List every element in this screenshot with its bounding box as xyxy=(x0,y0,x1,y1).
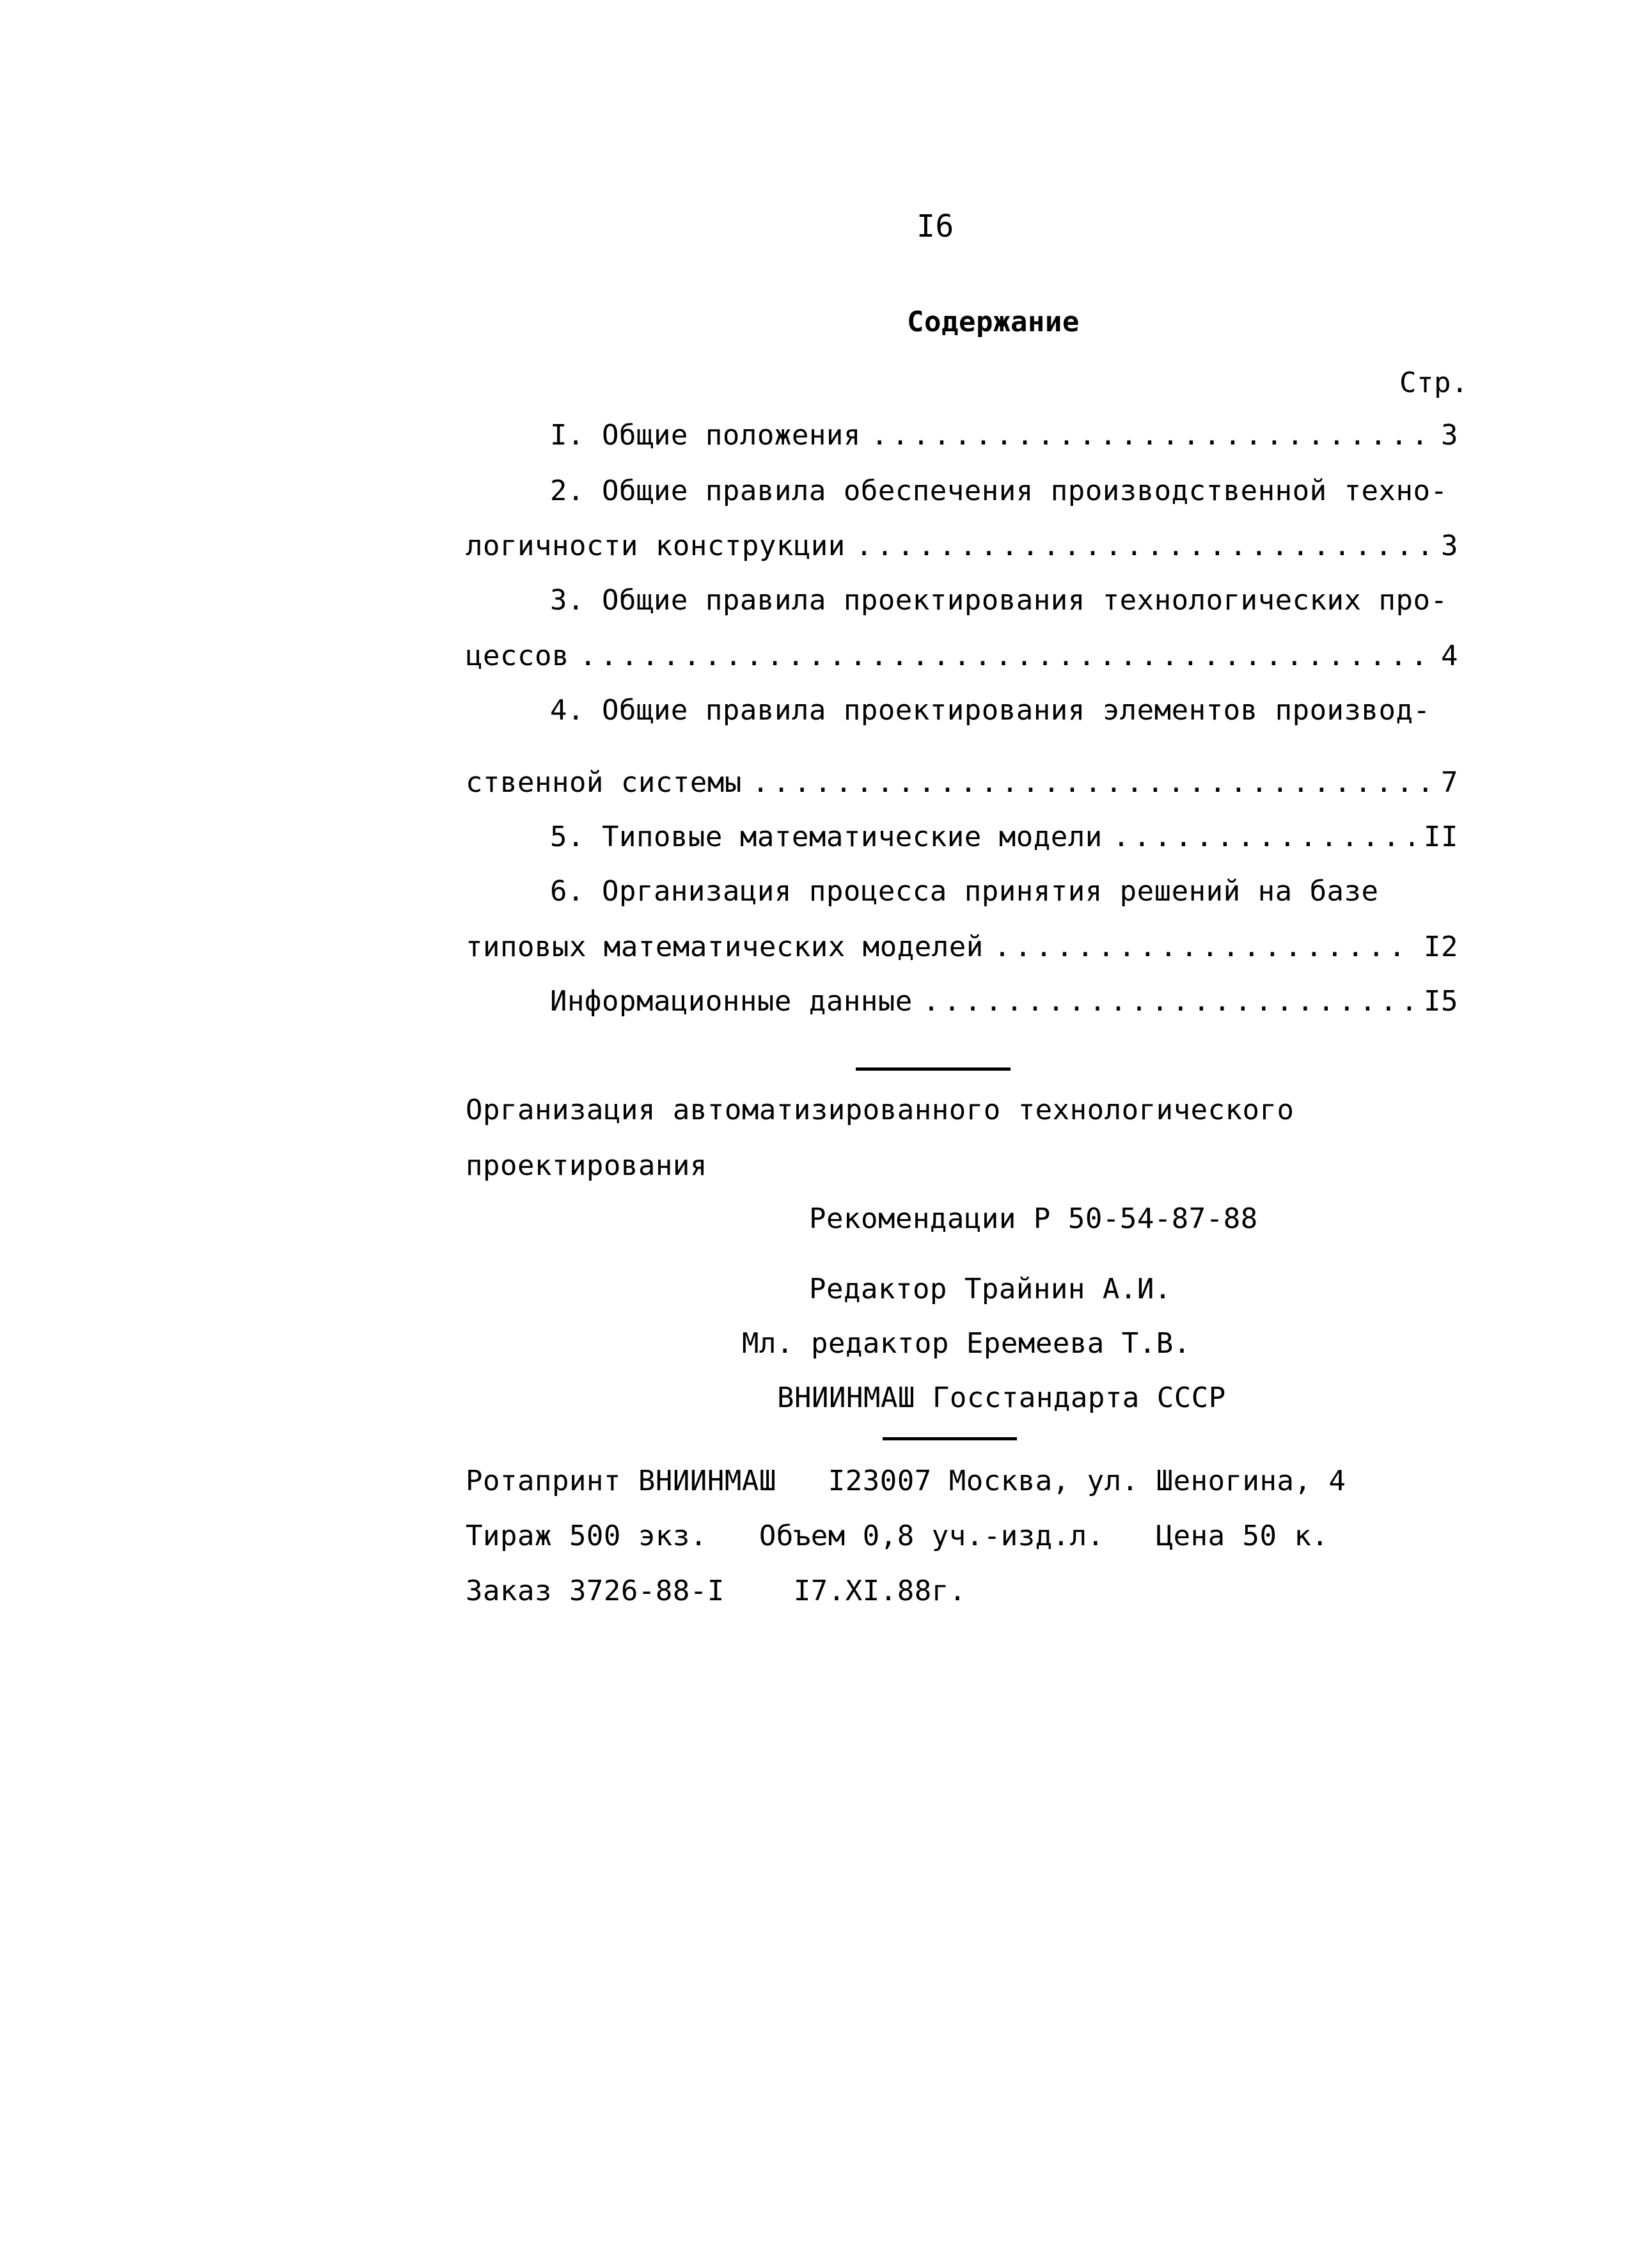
imprint-junior-editor: Мл. редактор Еремеева Т.В. xyxy=(742,1327,1191,1360)
page-number: I6 xyxy=(917,209,954,244)
imprint-recommendations: Рекомендации Р 50-54-87-88 xyxy=(809,1202,1258,1235)
toc-entry-3-line1: 3. Общие правила проектирования технологических про- xyxy=(550,584,1448,617)
toc-entry-6-page: I2 xyxy=(1424,931,1458,963)
toc-entry-3-title: цессов xyxy=(466,640,569,672)
toc-entry-5-title: 5. Типовые математические модели xyxy=(550,821,1103,853)
imprint-title-line1: Организация автоматизированного технологического xyxy=(466,1094,1295,1126)
imprint-publisher: ВНИИНМАШ Госстандарта СССР xyxy=(777,1382,1226,1414)
imprint-editor: Редактор Трайнин А.И. xyxy=(809,1273,1172,1305)
toc-entry-4 xyxy=(466,766,1458,799)
printing-line3: Заказ 3726-88-I I7.XI.88г. xyxy=(466,1575,966,1607)
toc-entry-7-page: I5 xyxy=(1424,985,1458,1018)
toc-entry-2 xyxy=(466,530,1458,563)
toc-entry-7 xyxy=(550,985,1458,1018)
toc-leader-dots xyxy=(871,419,1431,452)
toc-entry-6 xyxy=(466,931,1458,964)
toc-entry-3-page: 4 xyxy=(1441,640,1458,672)
toc-entry-7-title: Информационные данные xyxy=(550,985,913,1018)
toc-page-column-label: Стр. xyxy=(1399,366,1468,399)
toc-leader-dots xyxy=(579,640,1431,673)
toc-entry-1-title: I. Общие положения xyxy=(550,419,861,452)
toc-leader-dots xyxy=(994,931,1413,964)
divider-rule xyxy=(856,1067,1011,1071)
toc-leader-dots xyxy=(856,530,1431,563)
toc-entry-1 xyxy=(550,419,1458,452)
toc-entry-5-page: II xyxy=(1424,821,1458,853)
toc-entry-4-page: 7 xyxy=(1441,766,1458,799)
toc-entry-2-line1: 2. Общие правила обеспечения производственной техно- xyxy=(550,475,1448,507)
toc-leader-dots xyxy=(1113,821,1413,854)
toc-entry-2-title: логичности конструкции xyxy=(466,530,846,562)
imprint-title-line2: проектирования xyxy=(466,1149,707,1182)
toc-entry-5 xyxy=(550,821,1458,854)
printing-line1: Ротапринт ВНИИНМАШ I23007 Москва, ул. Шеногина, 4 xyxy=(466,1465,1346,1497)
printing-line2: Тираж 500 экз. Объем 0,8 уч.-изд.л. Цена 50 к. xyxy=(466,1520,1329,1552)
toc-entry-1-page: 3 xyxy=(1441,419,1458,452)
toc-entry-3 xyxy=(466,640,1458,673)
toc-heading: Содержание xyxy=(907,306,1080,338)
toc-leader-dots xyxy=(923,985,1413,1018)
toc-leader-dots xyxy=(752,766,1431,799)
toc-entry-4-line1: 4. Общие правила проектирования элементов производ- xyxy=(550,694,1431,727)
toc-entry-4-title: ственной системы xyxy=(466,766,742,799)
toc-entry-6-title: типовых математических моделей xyxy=(466,931,984,963)
toc-entry-6-line1: 6. Организация процесса принятия решений на базе xyxy=(550,875,1379,908)
toc-entry-2-page: 3 xyxy=(1441,530,1458,562)
divider-rule xyxy=(883,1437,1017,1440)
